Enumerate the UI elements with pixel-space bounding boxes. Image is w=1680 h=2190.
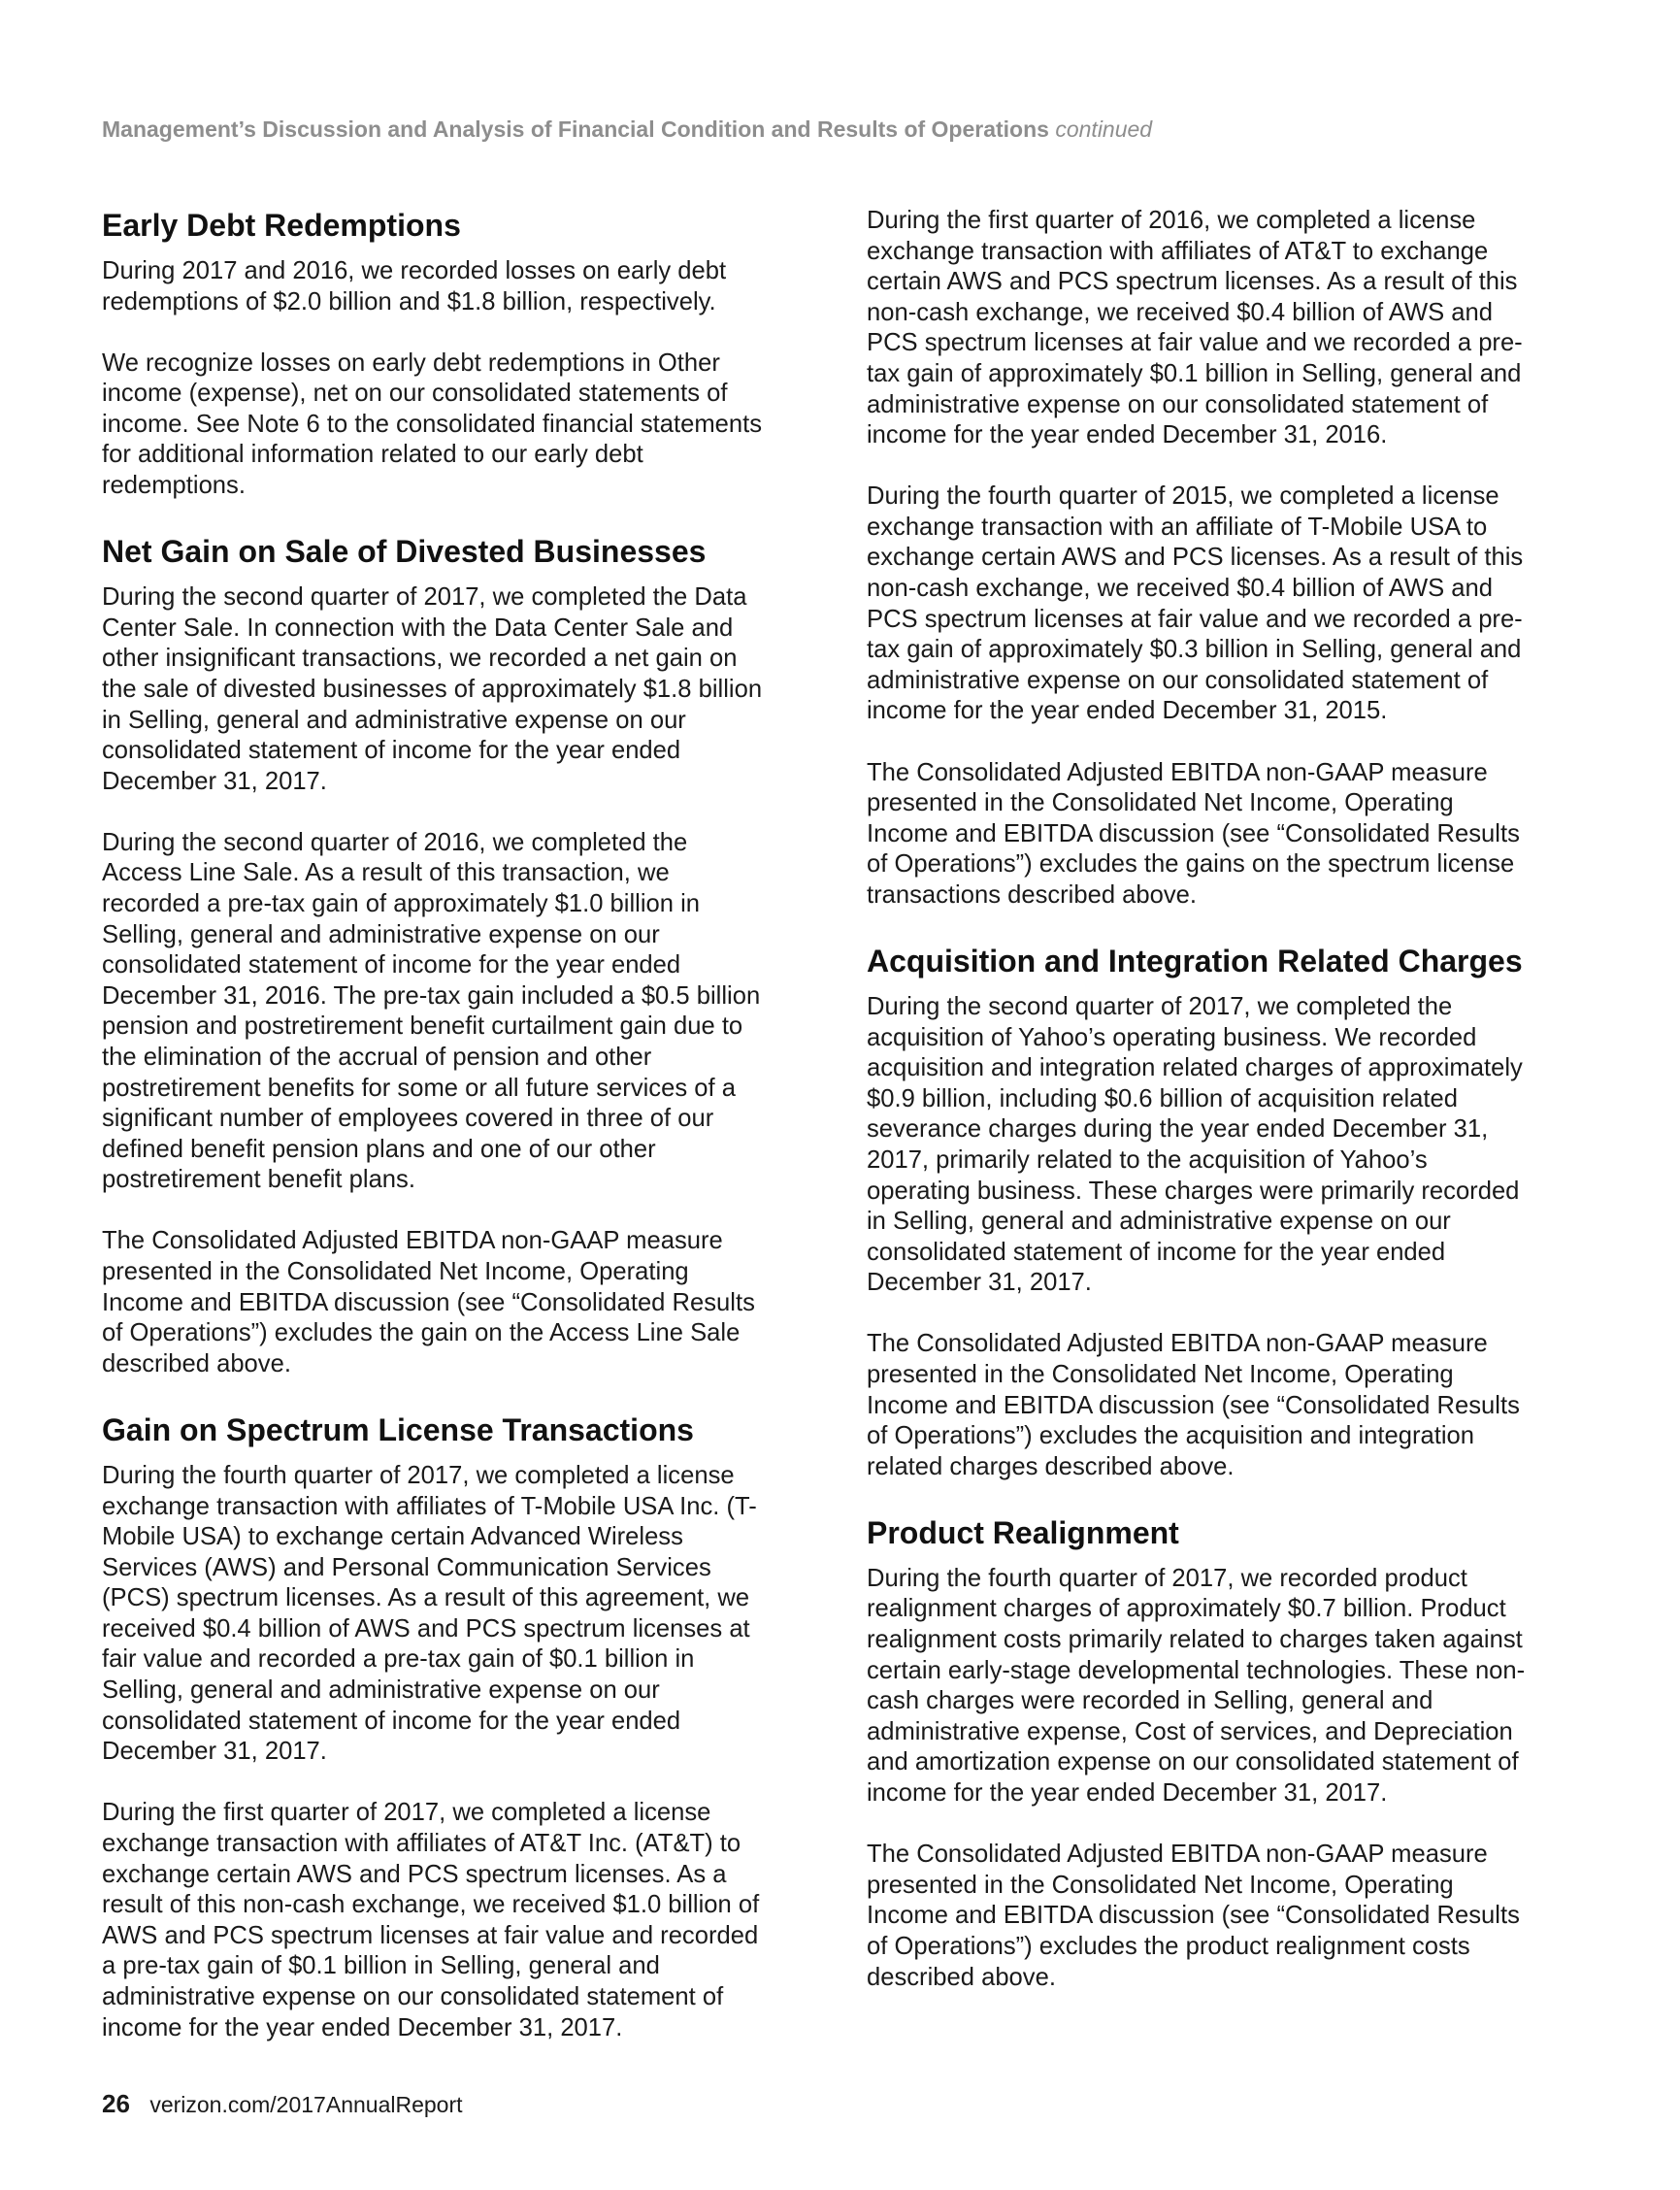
paragraph: The Consolidated Adjusted EBITDA non-GAAP measure presented in the Consolidated Net Income, Operating Income and EBITDA discussion (see “Consolidated Results of Operations”) excludes the product realignment costs described above. bbox=[867, 1841, 1520, 1991]
left-column bbox=[102, 206, 820, 2074]
page-footer bbox=[102, 2089, 463, 2119]
running-header-title: Management’s Discussion and Analysis of Financial Condition and Results of Operations bbox=[102, 116, 1049, 142]
paragraph: During 2017 and 2016, we recorded losses on early debt redemptions of $2.0 billion and $1.8 billion, respectively. bbox=[102, 257, 727, 315]
footer-url: verizon.com/2017AnnualReport bbox=[149, 2092, 463, 2117]
page-number: 26 bbox=[102, 2089, 130, 2118]
paragraph: The Consolidated Adjusted EBITDA non-GAAP measure presented in the Consolidated Net Income, Operating Income and EBITDA discussion (see “Consolidated Results of Operations”) excludes the gains on the spectrum license transactions described above. bbox=[867, 758, 1520, 909]
paragraph: During the fourth quarter of 2015, we completed a license exchange transaction with an affiliate of T-Mobile USA to exchange certain AWS and PCS licenses. As a result of this non-cash exchange, we received $0.4 billion of AWS and PCS spectrum licenses at fair value and we recorded a pre- tax gain of approximately $0.3 billion in Selling, general and administrative expense on our consolidated statement of income for the year ended December 31, 2015. bbox=[867, 482, 1524, 725]
paragraph: During the second quarter of 2016, we completed the Access Line Sale. As a result of this transaction, we recorded a pre-tax gain of approximately $1.0 billion in Selling, general and administrative expense on our consolidated statement of income for the year ended December 31, 2016. The pre-tax gain included a $0.5 billion pension and postretirement benefit curtailment gain due to the elimination of the accrual of pension and other postretirement benefits for some or all future services of a significant number of employees covered in three of our defined benefit pension plans and one of our other postretirement benefit plans. bbox=[102, 828, 761, 1194]
heading-gain-spectrum-license: Gain on Spectrum License Transactions bbox=[102, 1411, 694, 1447]
paragraph: We recognize losses on early debt redemptions in Other income (expense), net on our consolidated statements of income. See Note 6 to the consolidated financial statements for additional information related to our early debt redemptions. bbox=[102, 348, 763, 500]
heading-acquisition-integration: Acquisition and Integration Related Charges bbox=[867, 943, 1523, 979]
paragraph: During the fourth quarter of 2017, we recorded product realignment charges of approximately $0.7 billion. Product realignment costs primarily related to charges taken against certain early-stage developmental technologies. These non- cash charges were recorded in Selling, general and administrative expense, Cost of services, and Depreciation and amortization expense on our consolidated statement of income for the year ended December 31, 2017. bbox=[867, 1564, 1526, 1808]
paragraph: The Consolidated Adjusted EBITDA non-GAAP measure presented in the Consolidated Net Income, Operating Income and EBITDA discussion (see “Consolidated Results of Operations”) excludes the gain on the Access Line Sale described above. bbox=[102, 1227, 755, 1377]
paragraph: During the second quarter of 2017, we completed the Data Center Sale. In connection with the Data Center Sale and other insignificant transactions, we recorded a net gain on the sale of divested businesses of approximately $1.8 billion in Selling, general and administrative expense on our consolidated statement of income for the year ended December 31, 2017. bbox=[102, 583, 763, 795]
running-header bbox=[102, 116, 1152, 143]
heading-net-gain-divested-businesses: Net Gain on Sale of Divested Businesses bbox=[102, 534, 707, 570]
paragraph: During the first quarter of 2016, we completed a license exchange transaction with affiliates of AT&T to exchange certain AWS and PCS spectrum licenses. As a result of this non-cash exchange, we received $0.4 billion of AWS and PCS spectrum licenses at fair value and we recorded a pre- tax gain of approximately $0.1 billion in Selling, general and administrative expense on our consolidated statement of income for the year ended December 31, 2016. bbox=[867, 207, 1523, 449]
paragraph: During the fourth quarter of 2017, we completed a license exchange transaction with affiliates of T-Mobile USA Inc. (T- Mobile USA) to exchange certain Advanced Wireless Services (AWS) and Personal Communication Services (PCS) spectrum licenses. As a result of this agreement, we received $0.4 billion of AWS and PCS spectrum licenses at fair value and recorded a pre-tax gain of $0.1 billion in Selling, general and administrative expense on our consolidated statement of income for the year ended December 31, 2017. bbox=[102, 1461, 757, 1766]
running-header-continued: continued bbox=[1055, 116, 1153, 142]
paragraph: The Consolidated Adjusted EBITDA non-GAAP measure presented in the Consolidated Net Income, Operating Income and EBITDA discussion (see “Consolidated Results of Operations”) excludes the acquisition and integration related charges described above. bbox=[867, 1330, 1520, 1480]
paragraph: During the first quarter of 2017, we completed a license exchange transaction with affiliates of AT&T Inc. (AT&T) to exchange certain AWS and PCS spectrum licenses. As a result of this non-cash exchange, we received $1.0 billion of AWS and PCS spectrum licenses at fair value and recorded a pre-tax gain of $0.1 billion in Selling, general and administrative expense on our consolidated statement of income for the year ended December 31, 2017. bbox=[102, 1799, 760, 2041]
paragraph: During the second quarter of 2017, we completed the acquisition of Yahoo’s operating business. We recorded acquisition and integration related charges of approximately $0.9 billion, including $0.6 billion of acquisition related severance charges during the year ended December 31, 2017, primarily related to the acquisition of Yahoo’s operating business. These charges were primarily recorded in Selling, general and administrative expense on our consolidated statement of income for the year ended December 31, 2017. bbox=[867, 992, 1523, 1297]
heading-early-debt-redemptions: Early Debt Redemptions bbox=[102, 208, 461, 243]
right-column bbox=[867, 206, 1590, 2024]
heading-product-realignment: Product Realignment bbox=[867, 1514, 1179, 1550]
